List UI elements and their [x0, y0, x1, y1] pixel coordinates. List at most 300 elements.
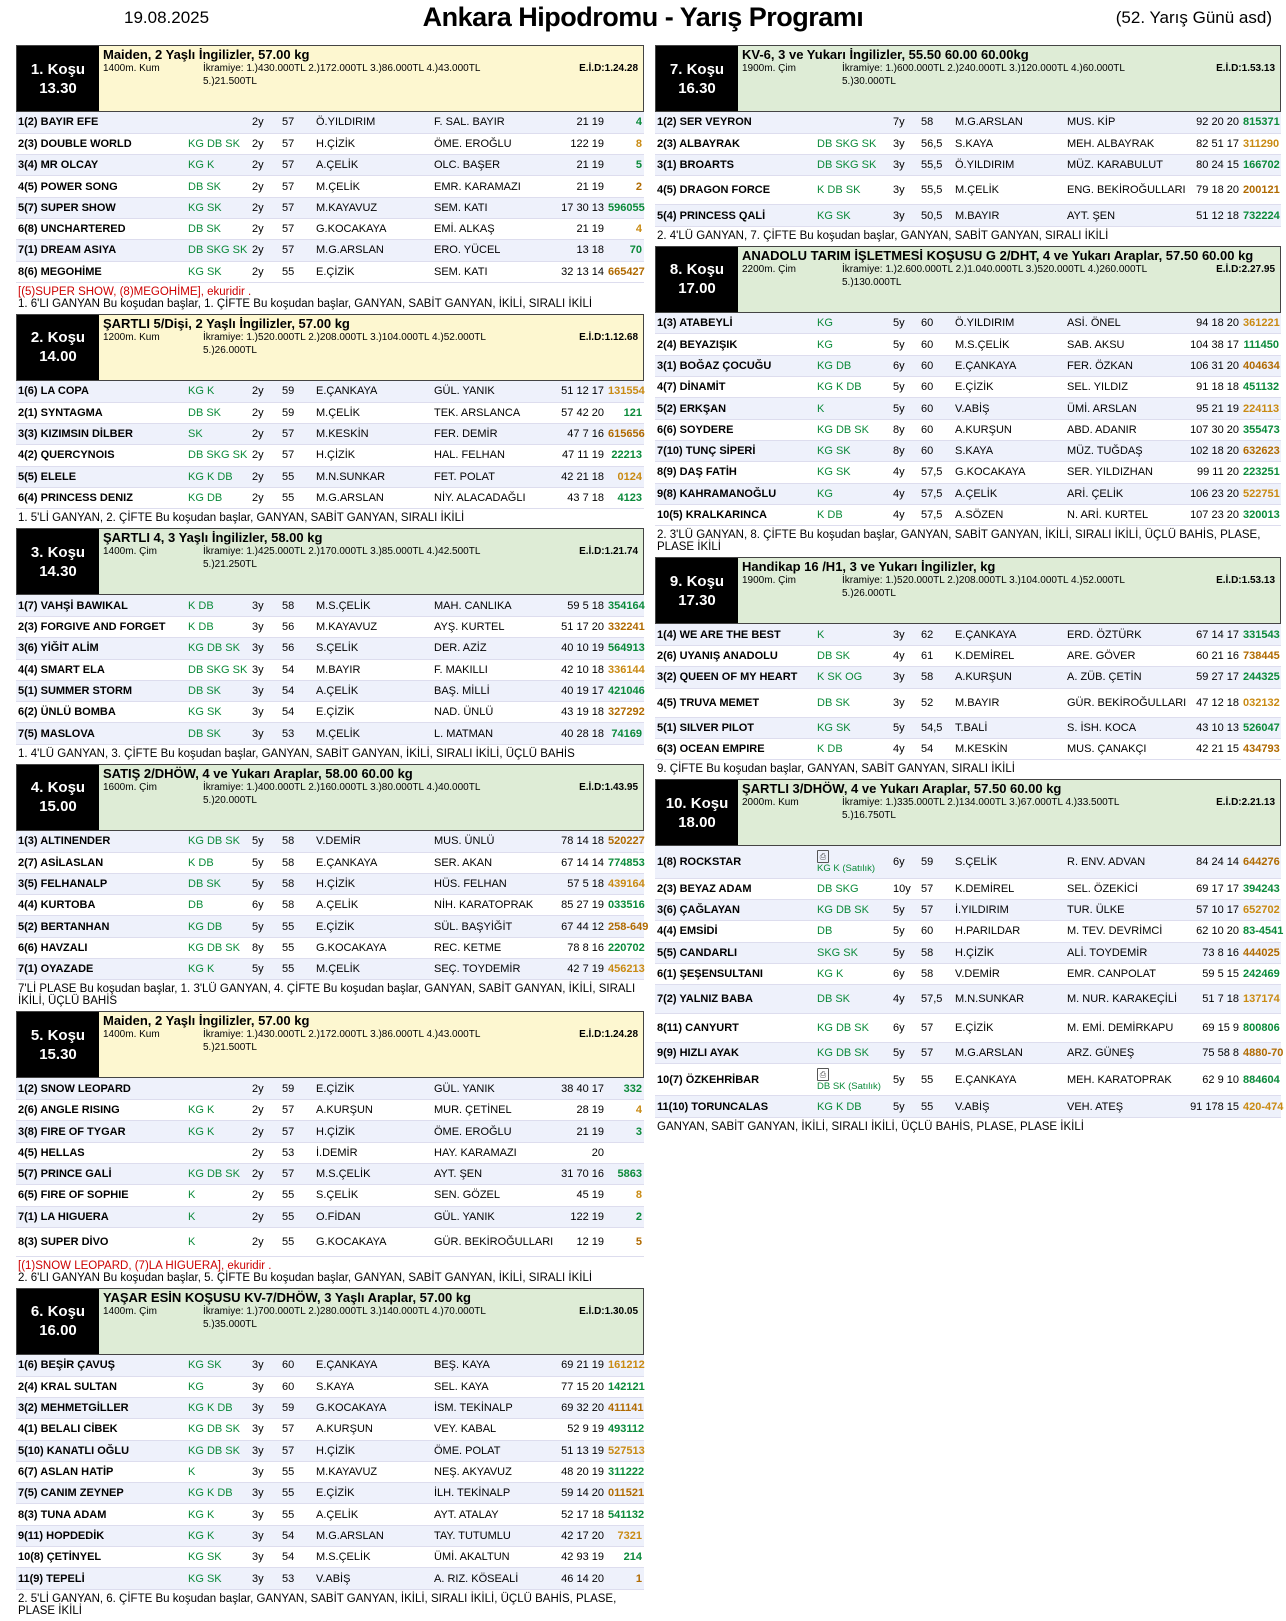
table-row[interactable] — [16, 1525, 644, 1546]
form: 815371 — [1241, 112, 1281, 133]
equipment: KG K DB — [815, 1096, 891, 1117]
stats: 67 14 14 — [546, 852, 606, 873]
race-title: SATIŞ 2/DHÖW, 4 ve Yukarı Araplar, 58.00 60.00 kg — [103, 765, 413, 781]
table-row[interactable] — [655, 504, 1281, 525]
horse-age: 2y — [250, 112, 280, 133]
table-row[interactable] — [655, 483, 1281, 504]
stats: 51 7 18 — [1175, 985, 1241, 1014]
equipment: DB SKG SK — [815, 155, 891, 176]
horse-table — [16, 1078, 644, 1257]
form: 738445 — [1241, 645, 1281, 666]
trainer: EMR. KARAMAZI — [432, 176, 546, 197]
horse-weight: 58 — [280, 873, 314, 894]
horse-name: 2(4) KRAL SULTAN — [16, 1376, 186, 1397]
horse-weight: 57,5 — [919, 462, 953, 483]
table-row[interactable] — [16, 1568, 644, 1589]
equipment: DB SKG SK — [186, 445, 250, 466]
equipment: K DB — [186, 852, 250, 873]
equipment: DB — [186, 895, 250, 916]
horse-age: 2y — [250, 240, 280, 261]
trainer: SÜL. BAŞYİĞİT — [432, 916, 546, 937]
horse-name: 7(1) DREAM ASIYA — [16, 240, 186, 261]
bet-types-note: 1. 5'Lİ GANYAN, 2. ÇİFTE Bu koşudan başlar, GANYAN, SABİT GANYAN, SIRALI İKİLİ — [18, 512, 465, 525]
stats: 40 19 17 — [546, 680, 606, 701]
horse-age: 2y — [250, 487, 280, 508]
horse-name: 5(2) ERKŞAN — [655, 398, 815, 419]
equipment: KG DB SK — [186, 1440, 250, 1461]
horse-weight: 50,5 — [919, 205, 953, 226]
jockey: İ.DEMİR — [314, 1142, 432, 1163]
stats: 106 23 20 — [1175, 483, 1241, 504]
trainer: F. SAL. BAYIR — [432, 112, 546, 133]
horse-name: 2(3) FORGIVE AND FORGET — [16, 616, 186, 637]
form: 444025 — [1241, 942, 1281, 963]
jockey: Ö.YILDIRIM — [953, 155, 1065, 176]
race-number: 7. Koşu — [669, 60, 725, 78]
table-row[interactable] — [655, 313, 1281, 334]
jockey: S.KAYA — [314, 1376, 432, 1397]
trainer: ABD. ADANIR — [1065, 419, 1175, 440]
table-row[interactable] — [16, 402, 644, 423]
horse-weight: 57 — [280, 218, 314, 239]
stats: 12 19 — [546, 1227, 606, 1256]
horse-age: 3y — [250, 1440, 280, 1461]
stats: 47 12 18 — [1175, 688, 1241, 717]
race-notes — [16, 509, 644, 528]
horse-weight: 55 — [280, 1206, 314, 1227]
form: 142121 — [606, 1376, 644, 1397]
form: 320013 — [1241, 504, 1281, 525]
jockey: A.KURŞUN — [314, 1419, 432, 1440]
race-details — [742, 263, 1276, 276]
form: 615656 — [606, 423, 644, 444]
form: 70 — [606, 240, 644, 261]
stats: 107 30 20 — [1175, 419, 1241, 440]
race-details — [103, 331, 639, 344]
race-number: 2. Koşu — [30, 329, 86, 347]
stats: 42 21 18 — [546, 466, 606, 487]
horse-name: 1(7) VAHŞİ BAWIKAL — [16, 595, 186, 616]
form: 411141 — [606, 1397, 644, 1418]
table-row[interactable] — [655, 355, 1281, 376]
form: 74169 — [606, 723, 644, 744]
jockey: S.ÇELİK — [953, 846, 1065, 878]
equipment: DB SK — [186, 176, 250, 197]
table-row[interactable] — [16, 1440, 644, 1461]
equipment: KG DB SK — [186, 831, 250, 852]
form — [606, 1142, 644, 1163]
stats: 79 18 20 — [1175, 176, 1241, 205]
table-row[interactable] — [16, 1164, 644, 1185]
race-number-box — [17, 1289, 99, 1354]
race-notes — [655, 760, 1281, 779]
equipment: KG SK — [186, 702, 250, 723]
table-row[interactable] — [16, 218, 644, 239]
horse-age: 10y — [891, 878, 919, 899]
table-row[interactable] — [655, 717, 1281, 738]
stats: 42 17 20 — [546, 1525, 606, 1546]
horse-age: 3y — [250, 638, 280, 659]
race-time: 15.00 — [39, 798, 77, 816]
jockey: E.ÇANKAYA — [953, 355, 1065, 376]
trainer: MUS. KİP — [1065, 112, 1175, 133]
table-row[interactable] — [16, 680, 644, 701]
trainer: REC. KETME — [432, 937, 546, 958]
table-row[interactable] — [16, 959, 644, 980]
table-row[interactable] — [655, 878, 1281, 899]
horse-weight: 57 — [280, 112, 314, 133]
table-row[interactable] — [16, 197, 644, 218]
horse-table — [655, 313, 1281, 526]
form: 161212 — [606, 1355, 644, 1376]
table-row[interactable] — [655, 942, 1281, 963]
horse-name: 3(1) BROARTS — [655, 155, 815, 176]
equipment: KG DB — [186, 487, 250, 508]
jockey: M.KAYAVUZ — [314, 616, 432, 637]
stats: 45 19 — [546, 1185, 606, 1206]
table-row[interactable] — [16, 723, 644, 744]
race-number: 10. Koşu — [665, 794, 729, 812]
race-distance: 1600m. Çim — [103, 781, 157, 793]
table-row[interactable] — [655, 624, 1281, 645]
race-time: 16.30 — [678, 79, 716, 97]
table-row[interactable] — [16, 112, 644, 133]
table-row[interactable] — [16, 155, 644, 176]
horse-weight: 60 — [919, 921, 953, 942]
race-notes — [16, 980, 644, 1011]
jockey: M.G.ARSLAN — [953, 1043, 1065, 1064]
form: 884604 — [1241, 1064, 1281, 1096]
trainer: MÜZ. KARABULUT — [1065, 155, 1175, 176]
table-row[interactable] — [655, 1014, 1281, 1043]
race-info — [738, 558, 1280, 623]
horse-name: 1(8) ROCKSTAR — [655, 846, 815, 878]
table-row[interactable] — [16, 466, 644, 487]
table-row[interactable] — [16, 261, 644, 282]
table-row[interactable] — [16, 1121, 644, 1142]
jockey: M.BAYIR — [314, 659, 432, 680]
horse-name: 4(1) BELALI CİBEK — [16, 1419, 186, 1440]
horse-name: 2(3) DOUBLE WORLD — [16, 133, 186, 154]
stats: 91 18 18 — [1175, 377, 1241, 398]
equipment: DB SK — [815, 985, 891, 1014]
table-row[interactable] — [16, 1504, 644, 1525]
equipment: KG — [186, 1376, 250, 1397]
table-row[interactable] — [655, 398, 1281, 419]
jockey: E.ÇANKAYA — [314, 852, 432, 873]
equipment: DB SKG SK — [186, 240, 250, 261]
race-block — [16, 1011, 644, 1288]
horse-age: 8y — [891, 419, 919, 440]
table-row[interactable] — [655, 419, 1281, 440]
horse-age: 3y — [250, 1483, 280, 1504]
stats: 20 — [546, 1142, 606, 1163]
horse-name: 1(3) ALTINENDER — [16, 831, 186, 852]
horse-weight: 60 — [919, 419, 953, 440]
equipment — [186, 112, 250, 133]
table-row[interactable] — [16, 487, 644, 508]
horse-age: 3y — [891, 176, 919, 205]
horse-name: 7(1) LA HIGUERA — [16, 1206, 186, 1227]
horse-name: 3(5) FELHANALP — [16, 873, 186, 894]
horse-name: 3(2) QUEEN OF MY HEART — [655, 667, 815, 688]
stats: 59 5 18 — [546, 595, 606, 616]
horse-age: 3y — [891, 667, 919, 688]
horse-weight: 58 — [919, 942, 953, 963]
race-prize: İkramiye: 1.)2.600.000TL 2.)1.040.000TL 3.)520.000TL 4.)260.000TL — [842, 263, 1148, 275]
trainer: NAD. ÜNLÜ — [432, 702, 546, 723]
race-prize-5th: 5.)20.000TL — [203, 794, 257, 806]
horse-weight: 54 — [280, 680, 314, 701]
race-title: Maiden, 2 Yaşlı İngilizler, 57.00 kg — [103, 1013, 310, 1029]
table-row[interactable] — [655, 738, 1281, 759]
horse-name: 10(7) ÖZKEHRİBAR — [655, 1064, 815, 1096]
bet-types-note: 2. 6'LI GANYAN Bu koşudan başlar, 5. ÇİFTE Bu koşudan başlar, GANYAN, SABİT GANYAN, İKİLİ, SIRALI İKİLİ — [18, 1271, 593, 1284]
race-prize: İkramiye: 1.)700.000TL 2.)280.000TL 3.)140.000TL 4.)70.000TL — [203, 1305, 486, 1317]
horse-name: 3(6) ÇAĞLAYAN — [655, 899, 815, 920]
table-row[interactable] — [16, 1206, 644, 1227]
jockey: H.ÇİZİK — [314, 873, 432, 894]
stats: 42 10 18 — [546, 659, 606, 680]
table-row[interactable] — [16, 1100, 644, 1121]
horse-name: 5(7) PRINCE GALİ — [16, 1164, 186, 1185]
jockey: M.G.ARSLAN — [314, 487, 432, 508]
table-row[interactable] — [16, 133, 644, 154]
stats: 60 21 16 — [1175, 645, 1241, 666]
race-title: KV-6, 3 ve Yukarı İngilizler, 55.50 60.00 60.00kg — [742, 47, 1029, 62]
equipment-text: DB SK (Satılık) — [817, 1080, 881, 1092]
race-header — [16, 1011, 644, 1078]
equipment: KG DB SK — [815, 419, 891, 440]
table-row[interactable] — [16, 895, 644, 916]
form: 214 — [606, 1547, 644, 1568]
horse-name: 2(3) BEYAZ ADAM — [655, 878, 815, 899]
horse-name: 8(11) CANYURT — [655, 1014, 815, 1043]
horse-name: 5(1) SUMMER STORM — [16, 680, 186, 701]
horse-age: 2y — [250, 1164, 280, 1185]
trainer: ALİ. TOYDEMİR — [1065, 942, 1175, 963]
table-row[interactable] — [655, 899, 1281, 920]
race-prize-5th: 5.)16.750TL — [842, 810, 896, 822]
form: 800806 — [1241, 1014, 1281, 1043]
equipment: DB SKG — [815, 878, 891, 899]
trainer: TEK. ARSLANCA — [432, 402, 546, 423]
equipment: KG SK — [186, 1568, 250, 1589]
equipment: KG K DB — [186, 466, 250, 487]
race-notes — [655, 227, 1281, 246]
table-row[interactable] — [655, 667, 1281, 688]
table-row[interactable] — [655, 334, 1281, 355]
horse-name: 8(9) DAŞ FATİH — [655, 462, 815, 483]
table-row[interactable] — [655, 846, 1281, 878]
table-row[interactable] — [655, 921, 1281, 942]
form: 665427 — [606, 261, 644, 282]
equipment: KG SK — [186, 1355, 250, 1376]
table-row[interactable] — [16, 616, 644, 637]
right-column — [655, 45, 1284, 1137]
trainer: ARİ. ÇELİK — [1065, 483, 1175, 504]
table-row[interactable] — [655, 1064, 1281, 1096]
horse-table — [655, 112, 1281, 227]
equipment: DB SKG SK — [815, 133, 891, 154]
horse-age: 5y — [891, 313, 919, 334]
equipment: KG K — [186, 1525, 250, 1546]
table-row[interactable] — [16, 831, 644, 852]
horse-age: 2y — [250, 133, 280, 154]
table-row[interactable] — [16, 176, 644, 197]
horse-weight: 57 — [280, 176, 314, 197]
table-row[interactable] — [16, 1376, 644, 1397]
horse-age: 2y — [250, 155, 280, 176]
table-row[interactable] — [655, 985, 1281, 1014]
stats: 122 19 — [546, 133, 606, 154]
trainer: TUR. ÜLKE — [1065, 899, 1175, 920]
table-row[interactable] — [16, 638, 644, 659]
table-row[interactable] — [655, 1096, 1281, 1117]
stats: 47 7 16 — [546, 423, 606, 444]
horse-age: 8y — [250, 937, 280, 958]
equipment: KG DB — [186, 916, 250, 937]
table-row[interactable] — [16, 1419, 644, 1440]
jockey: K.DEMİREL — [953, 878, 1065, 899]
table-row[interactable] — [16, 423, 644, 444]
horse-weight: 57 — [280, 1164, 314, 1185]
form: 439164 — [606, 873, 644, 894]
table-row[interactable] — [16, 1461, 644, 1482]
race-header — [655, 779, 1281, 846]
table-row[interactable] — [16, 916, 644, 937]
table-row[interactable] — [16, 1185, 644, 1206]
jockey: M.G.ARSLAN — [314, 240, 432, 261]
table-row[interactable] — [16, 937, 644, 958]
horse-age: 3y — [250, 1547, 280, 1568]
horse-name: 6(8) UNCHARTERED — [16, 218, 186, 239]
horse-age: 3y — [891, 133, 919, 154]
equipment: DB SK — [815, 645, 891, 666]
table-row[interactable] — [655, 176, 1281, 205]
equipment: KG DB SK — [186, 1419, 250, 1440]
race-prize-5th: 5.)26.000TL — [203, 344, 257, 356]
race-header — [655, 557, 1281, 624]
form: 596055 — [606, 197, 644, 218]
table-row[interactable] — [16, 1142, 644, 1163]
stats: 106 31 20 — [1175, 355, 1241, 376]
table-row[interactable] — [655, 205, 1281, 226]
race-distance: 1400m. Çim — [103, 1305, 157, 1317]
table-row[interactable] — [16, 873, 644, 894]
horse-age: 3y — [250, 659, 280, 680]
horse-age: 3y — [891, 624, 919, 645]
jockey: E.ÇANKAYA — [953, 624, 1065, 645]
stats: 78 8 16 — [546, 937, 606, 958]
trainer: FER. ÖZKAN — [1065, 355, 1175, 376]
table-row[interactable] — [655, 112, 1281, 133]
race-details — [742, 574, 1276, 587]
table-row[interactable] — [16, 852, 644, 873]
horse-weight: 55 — [919, 1064, 953, 1096]
horse-name: 4(5) HELLAS — [16, 1142, 186, 1163]
table-row[interactable] — [16, 1483, 644, 1504]
horse-weight: 54 — [280, 1525, 314, 1546]
table-row[interactable] — [16, 1547, 644, 1568]
equipment-text: KG K (Satılık) — [817, 862, 876, 874]
table-row[interactable] — [16, 381, 644, 402]
table-row[interactable] — [16, 1397, 644, 1418]
table-row[interactable] — [16, 702, 644, 723]
form: 22213 — [606, 445, 644, 466]
table-row[interactable] — [655, 963, 1281, 984]
table-row[interactable] — [16, 1355, 644, 1376]
table-row[interactable] — [655, 133, 1281, 154]
horse-weight: 55 — [280, 1483, 314, 1504]
horse-weight: 57 — [919, 1043, 953, 1064]
trainer: HAY. KARAMAZI — [432, 1142, 546, 1163]
horse-name: 5(2) BERTANHAN — [16, 916, 186, 937]
jockey: M.ÇELİK — [314, 176, 432, 197]
horse-age: 2y — [250, 218, 280, 239]
stats: 91 178 15 — [1175, 1096, 1241, 1117]
table-row[interactable] — [655, 645, 1281, 666]
table-row[interactable] — [16, 1227, 644, 1256]
trainer: ÜMİ. AKALTUN — [432, 1547, 546, 1568]
equipment: K DB — [186, 616, 250, 637]
equipment: K DB — [186, 595, 250, 616]
stats: 32 13 14 — [546, 261, 606, 282]
trainer: ERO. YÜCEL — [432, 240, 546, 261]
stats: 42 21 15 — [1175, 738, 1241, 759]
table-row[interactable] — [16, 240, 644, 261]
race-record: E.İ.D:1.43.95 — [579, 781, 638, 793]
race-details — [103, 545, 639, 558]
trainer: ÖME. EROĞLU — [432, 1121, 546, 1142]
horse-name: 10(8) ÇETİNYEL — [16, 1547, 186, 1568]
table-row[interactable] — [16, 1078, 644, 1099]
equipment: K — [815, 624, 891, 645]
horse-name: 1(2) BAYIR EFE — [16, 112, 186, 133]
table-row[interactable] — [16, 659, 644, 680]
race-info — [738, 46, 1280, 111]
trainer: R. ENV. ADVAN — [1065, 846, 1175, 878]
table-row[interactable] — [16, 445, 644, 466]
table-row[interactable] — [655, 688, 1281, 717]
race-header — [655, 45, 1281, 112]
table-row[interactable] — [655, 155, 1281, 176]
horse-age: 3y — [250, 1461, 280, 1482]
form: 223251 — [1241, 462, 1281, 483]
jockey: A.ÇELİK — [314, 155, 432, 176]
table-row[interactable] — [655, 462, 1281, 483]
table-row[interactable] — [655, 440, 1281, 461]
race-distance: 1200m. Kum — [103, 331, 160, 343]
horse-weight: 57,5 — [919, 985, 953, 1014]
horse-weight: 57 — [280, 423, 314, 444]
form: 420-474 — [1241, 1096, 1281, 1117]
jockey: E.ÇİZİK — [314, 1483, 432, 1504]
table-row[interactable] — [16, 595, 644, 616]
horse-name: 3(4) MR OLCAY — [16, 155, 186, 176]
table-row[interactable] — [655, 1043, 1281, 1064]
jockey: M.S.ÇELİK — [953, 334, 1065, 355]
stats: 107 23 20 — [1175, 504, 1241, 525]
form: 332241 — [606, 616, 644, 637]
horse-name: 2(4) BEYAZIŞIK — [655, 334, 815, 355]
trainer: M. EMİ. DEMİRKAPU — [1065, 1014, 1175, 1043]
stats: 51 12 17 — [546, 381, 606, 402]
equipment: KG K — [186, 381, 250, 402]
horse-weight: 55 — [280, 937, 314, 958]
table-row[interactable] — [655, 377, 1281, 398]
equipment: SK — [186, 423, 250, 444]
